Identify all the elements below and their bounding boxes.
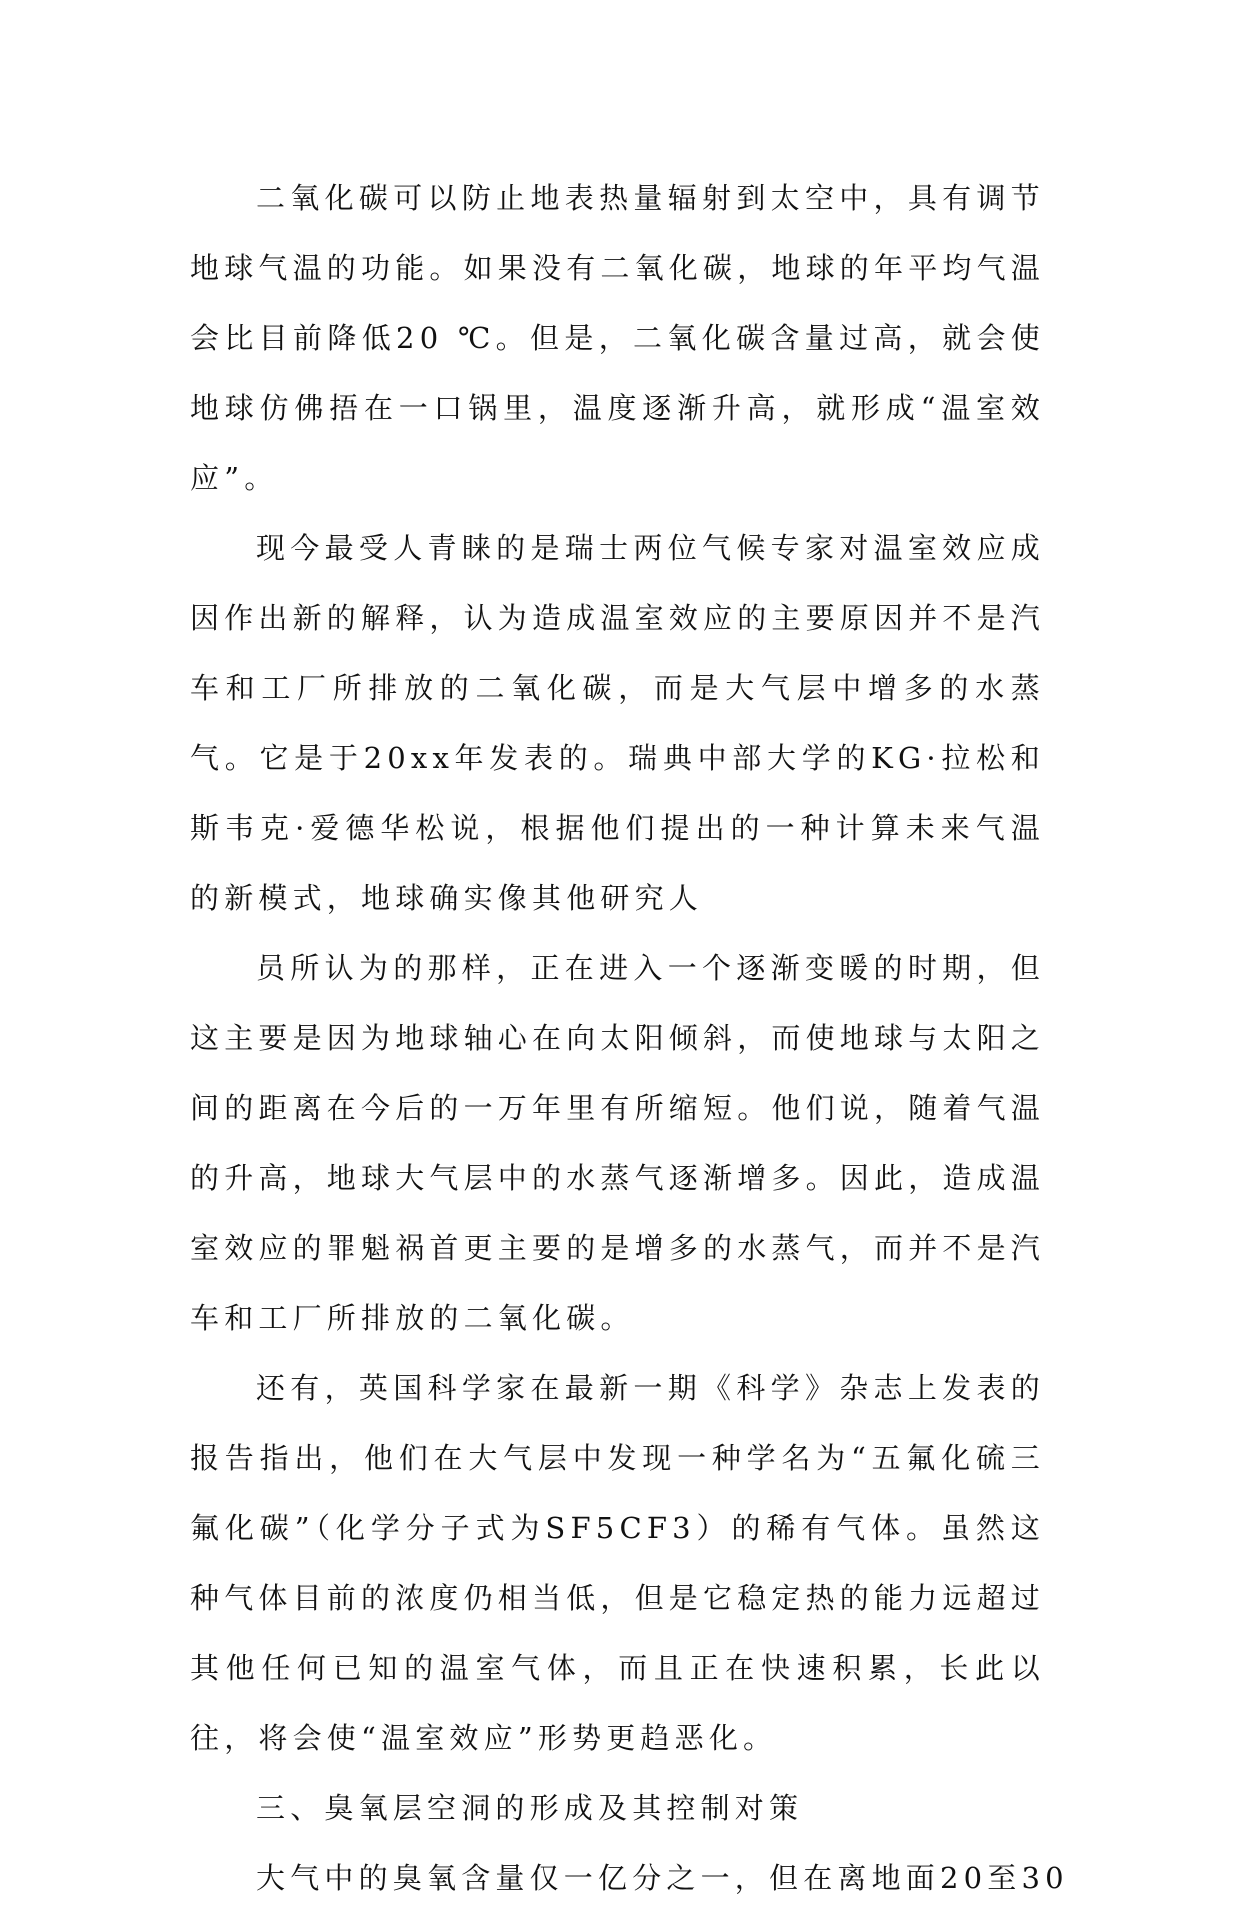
paragraph-earth-axis: 员所认为的那样，正在进入一个逐渐变暖的时期，但这主要是因为地球轴心在向太阳倾斜，而使地球与太阳之间的距离在今后的一万年里有所缩短。他们说，随着气温的升高，地球大气层中的水蒸气逐渐增多。因此，造成温室效应的罪魁祸首更主要的是增多的水蒸气，而并不是汽车和工厂所排放的二氧化碳。 <box>190 951 1046 1335</box>
paragraph-sf5cf3-gas: 还有，英国科学家在最新一期《科学》杂志上发表的报告指出，他们在大气层中发现一种学名为“五氟化硫三氟化碳”（化学分子式为SF5CF3）的稀有气体。虽然这种气体目前的浓度仍相当低，但是它稳定热的能力远超过其他任何已知的温室气体，而且正在快速积累，长此以往，将会使“温室效应”形势更趋恶化。 <box>190 1371 1046 1755</box>
document-body <box>190 163 1069 1913</box>
section-heading-ozone: 三、臭氧层空洞的形成及其控制对策 <box>256 1791 804 1825</box>
paragraph-greenhouse-co2: 二氧化碳可以防止地表热量辐射到太空中，具有调节地球气温的功能。如果没有二氧化碳，地球的年平均气温会比目前降低20 ℃。但是，二氧化碳含量过高，就会使地球仿佛捂在一口锅里，温度逐渐升高，就形成“温室效应”。 <box>190 181 1046 495</box>
paragraph-swiss-experts: 现今最受人青睐的是瑞士两位气候专家对温室效应成因作出新的解释，认为造成温室效应的主要原因并不是汽车和工厂所排放的二氧化碳，而是大气层中增多的水蒸气。它是于20xx年发表的。瑞典中部大学的KG·拉松和斯韦克·爱德华松说，根据他们提出的一种计算未来气温的新模式，地球确实像其他研究人 <box>190 531 1046 915</box>
paragraph-ozone-content: 大气中的臭氧含量仅一亿分之一，但在离地面20至30 <box>256 1861 1069 1895</box>
